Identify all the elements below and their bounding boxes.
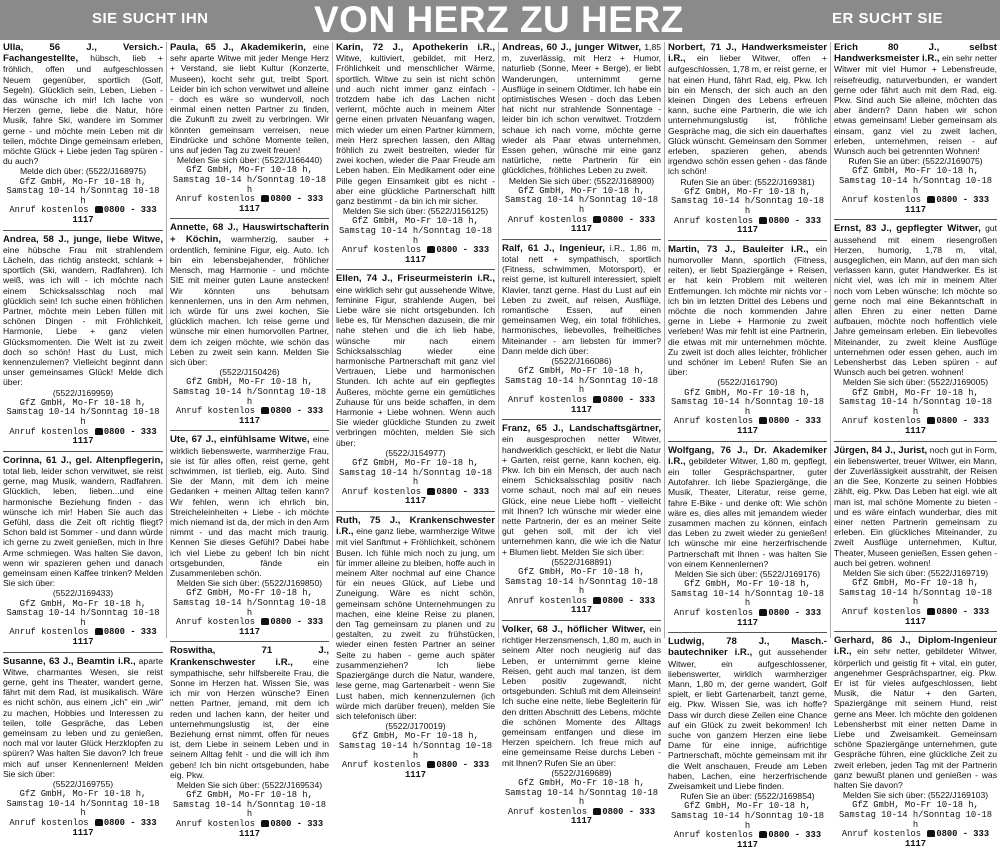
ad-reference: Melden Sie sich über: (5522/J169534) bbox=[176, 780, 323, 791]
contact-company: GfZ GmbH, Mo-Fr 10-18 h, bbox=[852, 578, 979, 589]
personal-ad bbox=[668, 244, 827, 437]
personal-ad bbox=[3, 656, 163, 839]
ad-headline: Gerhard, 86 J., Diplom-Ingenieur i.R., bbox=[834, 635, 997, 658]
contact-hours: Samstag 10-14 h/Sonntag 10-18 h bbox=[6, 798, 160, 819]
personal-ad bbox=[834, 42, 997, 215]
phone-icon bbox=[927, 608, 935, 615]
phone-number[interactable]: 0800 - 333 1117 bbox=[238, 406, 324, 426]
contact-line bbox=[336, 761, 495, 780]
ad-divider bbox=[502, 239, 661, 240]
contact-block bbox=[3, 790, 163, 838]
ad-text: 1,85 m, zuverlässig, mit Herz + Humor, naturlieb (Sonne, Meer + Berge), er liebt Wanderungen, unternimmt gerne Ausflüge in seinem Oldtimer. Ich habe ein optimistisches Wesen - doch das Leben hat nicht nur strahlende Sonnentage - leider bin ich schon verwitwet. Trotzdem schaue ich nach vorne, möchte gerne wieder als Paar etwas unternehmen, Essen gehen, wünsche mir eine ganz natürliche, nette Partnerin für ein glückliches, fröhliches Leben zu zweit. bbox=[502, 42, 662, 176]
contact-company: GfZ GmbH, Mo-Fr 10-18 h, bbox=[852, 800, 979, 811]
contact-label: Anruf kostenlos bbox=[175, 406, 256, 417]
header-banner bbox=[0, 0, 1000, 40]
contact-hours: Samstag 10-14 h/Sonntag 10-18 h bbox=[504, 787, 659, 808]
ad-headline: Franz, 65 J., Landschaftsgärtner, bbox=[502, 423, 661, 435]
contact-line bbox=[834, 830, 997, 849]
personal-ad bbox=[668, 636, 827, 850]
contact-line bbox=[170, 618, 329, 637]
contact-label: Anruf kostenlos bbox=[673, 416, 754, 427]
ad-reference: (5522/J154977) bbox=[385, 447, 446, 458]
ad-headline: Jürgen, 84 J., Jurist, bbox=[834, 444, 928, 456]
phone-number[interactable]: 0800 - 333 1117 bbox=[72, 818, 157, 838]
contact-line bbox=[502, 396, 661, 415]
ad-headline: Volker, 68 J., höflicher Witwer, bbox=[502, 624, 646, 636]
ad-text: gut aussehend mit einem riesengroßen Herzen, humorig, 1,78 m, vital, ausgeglichen, ein Mann, auf den man sich verlassen kann, guter Handwerker. Es ist nicht viel, was ich mir in meinem Alter noch vom Leben wünsche: Ich möchte so gerne noch mal eine Bekanntschaft in allen Ehren zu einer netten Dame aufbauen, möchte noch hoffentlich viele Jahre gemeinsam erleben. Ein liebevolles Miteinander, zu zweit kleine Ausflüge unternehmen oder essen gehen, auch im Lebensherbst das Leben spüren - auf Wunsch auch bei getren. wohnen! bbox=[834, 223, 998, 378]
ad-headline: Ulla, 56 J., Versich.-Fachangestellte, bbox=[3, 42, 163, 65]
contact-block bbox=[170, 791, 329, 839]
contact-block bbox=[3, 178, 163, 226]
phone-number[interactable]: 0800 - 333 1117 bbox=[238, 617, 324, 637]
ad-reference: (5522/J170019) bbox=[385, 721, 446, 732]
contact-company: GfZ GmbH, Mo-Fr 10-18 h, bbox=[518, 567, 645, 578]
personal-ad bbox=[170, 42, 329, 214]
ad-divider bbox=[3, 652, 163, 653]
contact-line bbox=[170, 407, 329, 426]
contact-block bbox=[336, 217, 495, 265]
contact-hours: Samstag 10-14 h/Sonntag 10-18 h bbox=[838, 176, 993, 196]
phone-number[interactable]: 0800 - 333 1117 bbox=[72, 205, 157, 226]
ad-reference: (5522/J150426) bbox=[219, 367, 280, 378]
ad-reference: (5522/J168891) bbox=[551, 556, 612, 567]
contact-block bbox=[3, 399, 163, 447]
ad-reference: (5522/J169689) bbox=[551, 767, 612, 778]
phone-icon bbox=[759, 831, 767, 838]
contact-label: Anruf kostenlos bbox=[841, 416, 922, 427]
contact-hours: Samstag 10-14 h/Sonntag 10-18 h bbox=[670, 588, 825, 609]
ad-reference: Melden Sie sich über: (5522/J169850) bbox=[176, 578, 323, 589]
contact-hours: Samstag 10-14 h/Sonntag 10-18 h bbox=[670, 196, 825, 217]
personal-ad bbox=[834, 223, 997, 436]
contact-label: Anruf kostenlos bbox=[9, 205, 89, 216]
ad-column bbox=[664, 42, 830, 850]
ad-headline: Ellen, 74 J., Friseurmeisterin i.R., bbox=[336, 273, 495, 285]
contact-label: Anruf kostenlos bbox=[9, 818, 89, 829]
contact-hours: Samstag 10-14 h/Sonntag 10-18 h bbox=[838, 810, 993, 830]
contact-label: Anruf kostenlos bbox=[341, 245, 422, 256]
contact-block bbox=[502, 779, 661, 827]
ad-reference: Melden Sie sich über: (5522/J169719) bbox=[842, 568, 989, 579]
personal-ad bbox=[502, 243, 661, 415]
personal-ad bbox=[502, 42, 661, 235]
personal-ad bbox=[502, 423, 661, 616]
contact-company: GfZ GmbH, Mo-Fr 10-18 h, bbox=[186, 588, 313, 599]
ad-reference: (5522/J169959) bbox=[52, 387, 114, 398]
ad-reference: Rufen Sie an über: (5522/J169381) bbox=[680, 176, 815, 187]
ad-headline: Paula, 65 J., Akademikerin, bbox=[170, 42, 306, 53]
phone-icon bbox=[759, 417, 767, 424]
contact-hours: Samstag 10-14 h/Sonntag 10-18 h bbox=[6, 186, 160, 206]
contact-label: Anruf kostenlos bbox=[341, 486, 422, 497]
contact-block bbox=[170, 589, 329, 637]
ad-text: total lieb, leider schon verwitwet, sie reist gerne, mag Musik, wandern, Radfahren. Glücklich, leben, lieben...und eine harmonische Beziehung finden - das wünsche ich mir! Haben Sie auch das Gefühl, dass die Zeit oft richtig fliegt? Schon bald ist Sommer - und dann würde ich gerne zu zweit genießen, mich in Ihre Arme schmiegen. Was halten Sie davon, wenn wir spazieren gehen und danach gemeinsam einen Kaffee trinken? Melden Sie sich über: bbox=[3, 466, 163, 589]
ad-headline: Martin, 73 J., Bauleiter i.R., bbox=[668, 243, 809, 255]
ad-headline: Andreas, 60 J., junger Witwer, bbox=[502, 42, 642, 53]
ad-divider bbox=[668, 240, 827, 241]
phone-icon bbox=[95, 819, 103, 826]
ad-divider bbox=[336, 511, 495, 512]
personal-ad bbox=[170, 645, 329, 839]
contact-company: GfZ GmbH, Mo-Fr 10-18 h, bbox=[352, 216, 479, 227]
ad-reference: Rufen Sie an über: (5522/J169075) bbox=[848, 156, 983, 167]
phone-number[interactable]: 0800 - 333 1117 bbox=[736, 215, 822, 236]
contact-line bbox=[668, 417, 827, 436]
ad-headline: Ludwig, 78 J., Masch.-bautechniker i.R., bbox=[668, 636, 827, 659]
ad-divider bbox=[3, 230, 163, 231]
contact-block bbox=[834, 801, 997, 849]
phone-number[interactable]: 0800 - 333 1117 bbox=[72, 627, 157, 648]
ad-text: noch gut in Form, ein liebenswerter, treuer Witwer, ein Mann, der Zuverlässigkeit ausstrahlt, der Reisen an die See, Konzerte zu seinen Hobbies zählt, eig. Pkw. Das Leben hat eigl. wie alt man ist, mal schöne Momente zu bieten - und es wäre einfach wunderbar, dies mit einer netten Partnerin gemeinsam zu erleben. Ein glückliches Miteinander, zu zweit Ausflüge unternehmen, Kultur, Theater, Museen genießen, Essen gehen - auch bei getren. wohnen! bbox=[834, 444, 997, 568]
contact-line bbox=[3, 819, 163, 838]
contact-label: Anruf kostenlos bbox=[9, 426, 89, 437]
personal-ad bbox=[170, 434, 329, 637]
contact-line bbox=[170, 195, 329, 214]
contact-label: Anruf kostenlos bbox=[341, 760, 422, 771]
contact-line bbox=[3, 206, 163, 225]
contact-hours: Samstag 10-14 h/Sonntag 10-18 h bbox=[172, 175, 327, 195]
ads-columns bbox=[0, 42, 1000, 850]
contact-block bbox=[668, 580, 827, 628]
phone-icon bbox=[261, 618, 269, 625]
ad-reference: (5522/J169755) bbox=[52, 779, 114, 790]
ad-reference: Melde dich über: (5522/J168975) bbox=[19, 166, 147, 177]
ad-divider bbox=[834, 631, 997, 632]
ad-text: warmherzig, sauber + ordentlich, feminine Figur, eig. Auto. Ich bin ein lebensbejahender, fröhlicher Mensch, mag Harmonie - und möchte SIE mit meiner guten Laune anstecken! Wir könnten uns behutsam kennenlernen, uns in den Arm nehmen, ich würde für uns zwei kochen, Sie glücklich machen. Ich reise gerne und wünsche mir einen humorvollen Partner, dem ich zeigen möchte, wie schön das Leben zu zweit sein kann. Melden Sie sich über: bbox=[170, 233, 329, 368]
contact-hours: Samstag 10-14 h/Sonntag 10-18 h bbox=[838, 587, 993, 608]
phone-icon bbox=[927, 830, 935, 837]
contact-hours: Samstag 10-14 h/Sonntag 10-18 h bbox=[838, 397, 993, 417]
contact-block bbox=[668, 188, 827, 236]
contact-block bbox=[502, 367, 661, 415]
phone-icon bbox=[759, 217, 767, 224]
ad-text: ein lieber Witwer, offen + aufgeschlossen, 1,78 m, er reist gerne, er hat einen Hund, fährt Rad, eig. Pkw. Ich bin ein Mensch, der sich auch an den kleinen Dingen des Lebens erfreuen kann, suche eine Partnerin, die wie ich unternehmungslustig ist, fröhliche Gespräche mag, die sich ein dauerhaftes Glück wünscht. Gemeinsam den Sommer erleben, spazieren gehen, abends irgendwo schön essen gehen - das fände ich schön! bbox=[668, 53, 827, 177]
contact-block bbox=[502, 187, 661, 235]
contact-hours: Samstag 10-14 h/Sonntag 10-18 h bbox=[6, 407, 160, 428]
ad-reference: Melden Sie sich über: (5522/J169103) bbox=[842, 790, 989, 801]
phone-icon bbox=[261, 820, 269, 827]
contact-hours: Samstag 10-14 h/Sonntag 10-18 h bbox=[504, 195, 659, 216]
contact-hours: Samstag 10-14 h/Sonntag 10-18 h bbox=[172, 598, 327, 618]
contact-company: GfZ GmbH, Mo-Fr 10-18 h, bbox=[684, 579, 811, 590]
phone-number[interactable]: 0800 - 333 1117 bbox=[570, 395, 656, 415]
contact-line bbox=[502, 597, 661, 616]
contact-line bbox=[834, 196, 997, 215]
contact-label: Anruf kostenlos bbox=[673, 215, 754, 226]
personal-ad bbox=[668, 445, 827, 629]
contact-label: Anruf kostenlos bbox=[841, 195, 922, 206]
ad-reference: Melden Sie sich über: (5522/J166440) bbox=[176, 155, 323, 166]
ad-divider bbox=[834, 441, 997, 442]
ad-column bbox=[332, 42, 498, 780]
contact-hours: Samstag 10-14 h/Sonntag 10-18 h bbox=[504, 576, 659, 597]
contact-block bbox=[170, 166, 329, 214]
contact-block bbox=[336, 732, 495, 780]
contact-company: GfZ GmbH, Mo-Fr 10-18 h, bbox=[19, 397, 147, 408]
ad-text: eine sympathische, sehr hilfsbereite Frau, die Sonne im Herzen hat. Wissen Sie, was ich mir von Herzen wünsche? Einen netten Partner, jemand, mit dem ich reden und lachen kann, der heiter und unternehmungslustig ist, der eine Beziehung ernst nimmt, offen für neues ist, dem Liebe in seinem Leben und in seinem Alltag fehlt - und die will ich ihm geben! Ich bin nicht ortsgebunden, habe eig. Pkw. bbox=[170, 656, 329, 780]
phone-number[interactable]: 0800 - 333 1117 bbox=[238, 819, 324, 839]
contact-hours: Samstag 10-14 h/Sonntag 10-18 h bbox=[504, 375, 659, 396]
contact-company: GfZ GmbH, Mo-Fr 10-18 h, bbox=[352, 458, 479, 469]
ad-headline: Ernst, 83 J., gepflegter Witwer, bbox=[834, 223, 981, 235]
ad-reference: (5522/J166086) bbox=[551, 356, 612, 367]
phone-number[interactable]: 0800 - 333 1117 bbox=[904, 607, 990, 627]
contact-company: GfZ GmbH, Mo-Fr 10-18 h, bbox=[19, 789, 147, 800]
contact-company: GfZ GmbH, Mo-Fr 10-18 h, bbox=[684, 186, 811, 197]
contact-hours: Samstag 10-14 h/Sonntag 10-18 h bbox=[172, 387, 327, 407]
ad-headline: Andrea, 58 J., junge, liebe Witwe, bbox=[3, 233, 163, 245]
contact-block bbox=[834, 389, 997, 437]
phone-icon bbox=[427, 761, 435, 768]
contact-line bbox=[3, 428, 163, 447]
contact-label: Anruf kostenlos bbox=[507, 595, 588, 606]
contact-block bbox=[336, 459, 495, 507]
ad-text: eine hübsche Frau mit strahlendem Lächeln, das richtig ansteckt, schlank + sportlich (Ski, wandern, Radfahren). Ich weiß, was ich will - ich möchte nach einem Schicksalsschlag noch mal glücklich sein! Ich suche einen fröhlichen Partner, möchte mein Leben füllen mit schönen Dingen - mit Fröhlichkeit, Harmonie, Liebe + ganz vielen Glücksmomenten. Die Welt ist zu zweit doch so schön! Hast du Lust, mich kennenzulernen? Vielleicht beginnt dann unser gemeinsames Glück! Melde dich über: bbox=[3, 244, 163, 388]
ad-column bbox=[830, 42, 1000, 849]
ad-text: eine sehr aparte Witwe mit jeder Menge Herz + Verstand, sie liebt Kultur (Konzerte, Museen), kocht sehr gut, treibt Sport. Leider bin ich schon verwitwet und alleine - doch es wäre so wundervoll, noch einmal einen netten Partner zu finden, die Zukunft zu zweit zu verbringen. Wir könnten gemeinsam verreisen, neue Eindrücke und schöne Momente teilen, uns auf jeden Tag zu zweit freuen! bbox=[170, 42, 330, 156]
personal-ad bbox=[834, 445, 997, 628]
contact-company: GfZ GmbH, Mo-Fr 10-18 h, bbox=[186, 377, 313, 388]
phone-number[interactable]: 0800 - 333 1117 bbox=[904, 829, 990, 849]
contact-label: Anruf kostenlos bbox=[841, 829, 922, 840]
contact-block bbox=[834, 579, 997, 627]
contact-hours: Samstag 10-14 h/Sonntag 10-18 h bbox=[338, 226, 493, 246]
ad-text: i.R., 1,86 m, total nett + sympathisch, sportlich (Fitness, schwimmen, Motorsport), er reist gerne, ist kulturell interessiert, spielt Klavier, tanzt gerne. Hast du Lust auf ein Leben zu zweit, auf reisen, Ausflüge, romantische Essen, auf einen gemeinsamen Weg, ein total fröhliches, harmonisches, liebevolles, freiheitliches Miteinander - am liebsten für immer? Dann melde dich über: bbox=[502, 242, 662, 356]
contact-company: GfZ GmbH, Mo-Fr 10-18 h, bbox=[186, 790, 313, 801]
ad-reference: Melden Sie sich über: (5522/J169176) bbox=[674, 569, 821, 580]
contact-line bbox=[336, 246, 495, 265]
phone-icon bbox=[593, 808, 601, 815]
personal-ad bbox=[170, 222, 329, 426]
ad-reference: Melden Sie sich über: (5522/J169005) bbox=[842, 377, 989, 388]
contact-block bbox=[668, 802, 827, 850]
phone-icon bbox=[427, 246, 435, 253]
ad-divider bbox=[502, 419, 661, 420]
ad-text: ein richtiger Herzensmensch, 1,80 m, auch in seinem Alter noch neugierig auf das Leben, er unternimmt gerne kleine Reisen, geht auch mal tanzen, ist dem Leben positiv zugewandt, nicht ortsgebunden. Schluß mit dem Alleinsein! Ich suche eine nette, liebe Begleiterin für den dritten Abschnitt des Lebens, möchte die schönen Momente des Alltags gemeinsam entfangen und diese im Herzen speichern. Ich freue mich auf eine gemeinsame Reise durchs Leben - mit Ihnen? Rufen Sie an über: bbox=[502, 624, 662, 768]
contact-label: Anruf kostenlos bbox=[507, 214, 588, 225]
phone-icon bbox=[427, 488, 435, 495]
ad-headline: Ralf, 61 J., Ingenieur, bbox=[502, 242, 605, 254]
personal-ad bbox=[336, 273, 495, 507]
contact-line bbox=[668, 831, 827, 850]
contact-block bbox=[502, 568, 661, 616]
ad-reference: Rufen Sie an über: (5522/J169854) bbox=[680, 791, 815, 802]
phone-number[interactable]: 0800 - 333 1117 bbox=[570, 214, 656, 235]
contact-label: Anruf kostenlos bbox=[673, 830, 754, 841]
ad-divider bbox=[170, 218, 329, 219]
phone-icon bbox=[95, 428, 103, 435]
phone-number[interactable]: 0800 - 333 1117 bbox=[570, 595, 656, 616]
personal-ad bbox=[3, 42, 163, 226]
contact-block bbox=[668, 389, 827, 437]
ad-text: ein sehr netter Witwer mit viel Humor + Lebensfreude, reisefreudig, naturverbunden, er wandert gerne oder fährt auch mit dem Rad, eig. Pkw. Sind auch Sie alleine, möchten das aber ändern? Dann haben wir schon etwas gemeinsam! Lieber gemeinsam als einsam, ganz viel zu zweit lachen, erleben, unternehmen, reisen - auf Wunsch auch bei getrennten Wohnen! bbox=[834, 53, 998, 157]
ad-headline: Wolfgang, 76 J., Dr. Akademiker i.R., bbox=[668, 444, 827, 467]
contact-company: GfZ GmbH, Mo-Fr 10-18 h, bbox=[684, 801, 811, 812]
contact-label: Anruf kostenlos bbox=[175, 194, 256, 205]
contact-hours: Samstag 10-14 h/Sonntag 10-18 h bbox=[338, 467, 493, 488]
contact-company: GfZ GmbH, Mo-Fr 10-18 h, bbox=[518, 778, 645, 789]
ad-divider bbox=[834, 219, 997, 220]
ad-reference: (5522/J169433) bbox=[52, 588, 114, 599]
contact-hours: Samstag 10-14 h/Sonntag 10-18 h bbox=[172, 799, 327, 820]
phone-number[interactable]: 0800 - 333 1117 bbox=[736, 416, 822, 437]
ad-divider bbox=[668, 632, 827, 633]
contact-hours: Samstag 10-14 h/Sonntag 10-18 h bbox=[670, 397, 825, 417]
phone-icon bbox=[261, 195, 269, 202]
contact-line bbox=[668, 217, 827, 236]
ad-divider bbox=[668, 441, 827, 442]
personal-ad bbox=[3, 455, 163, 648]
phone-icon bbox=[95, 628, 103, 635]
contact-company: GfZ GmbH, Mo-Fr 10-18 h, bbox=[19, 176, 147, 187]
section-label-he-seeks-her: ER SUCHT SIE bbox=[832, 10, 944, 27]
ad-text: gebildeter Witwer, 1,80 m, gepflegt, ein toller Gesprächspartner, guter Autofahrer. Ich liebe Spaziergänge, die Musik, Theater, Literatur, reise gerne, fahre E-Bike - und denke oft: Wie schön wäre es, dies alles mit jemandem wieder zusammen machen zu können, einfach das Leben zu zweit wieder zu genießen! Ich wünsche mir eine herzerfrischende Partnerschaft mit Ihnen - was halten Sie von einem Kennenlernen? bbox=[668, 455, 827, 569]
ad-text: gut aussehender Witwer, ein aufgeschlossener, liebenswerter, wirklich warmherziger Mann, 1,80 m, der gerne wandert, Golf spielt, er liebt Gartenarbeit, tanzt gerne, eig. Pkw. Wissen Sie, was ich hoffe? Dass wir durch diese Zeilen eine Chance auf ein Glück zu zweit bekommen! Ich suche von ganzem Herzen eine liebe Dame für eine innige, aufrichtige Partnerschaft, möchte gemeinsam mit ihr die Welt anschauen, Freude am Leben haben, Lachen, eine herzerfrischende Zweisamkeit und Liebe finden. bbox=[668, 647, 827, 792]
ad-headline: Norbert, 71 J., Handwerksmeister i.R., bbox=[668, 42, 827, 65]
phone-icon bbox=[927, 196, 935, 203]
ad-reference: Melden Sie sich über: (5522/J168900) bbox=[508, 175, 655, 186]
phone-number[interactable]: 0800 - 333 1117 bbox=[238, 194, 324, 214]
ad-text: ein ausgesprochen netter Witwer, handwerklich geschickt, er liebt die Natur + Garten, reist gerne, kann kochen, eig. Pkw. Ich bin ein Mensch, der auch nach einem Schicksalsschlag positiv nach vorne schaut, noch mal auf ein neues Glück, eine neue Liebe hofft - vielleicht mit Ihnen? Ich wünsche mir wieder eine nette Partnerin, der es an meiner Seite gut gehen soll, mit der ich viel unternehmen kann, die wie ich die Natur + Blumen liebt. Melden Sie sich über: bbox=[502, 434, 661, 557]
ad-text: hübsch, lieb + fröhlich, offen und aufgeschlossen Neuem gegenüber, sportlich (Golf, Segeln). Glücklich sein, Leben, Lieben - das wünsche ich mir! Ich lache von Herzen gerne, liebe die Natur, höre Musik, fahre Ski, wandere im Sommer gerne - und möchte mein Leben mit dir teilen, möchte Dinge gemeinsam erleben, möchte Glück + Liebe jeden Tag spüren - du auch? bbox=[3, 53, 163, 167]
ad-text: eine wirklich sehr gut aussehende Witwe, feminine Figur, strahlende Augen, bei Liebe wäre sie nicht ortsgebunden. Ich liebe es, für Menschen dazusein, die mir nahe stehen und die ich lieb habe, wünsche mir nach einem Schicksalsschlag wieder eine harmonische Partnerschaft mit ganz viel Vertrauen, Liebe und harmonischen Stunden. Ich achte auf ein gepflegtes Äußeres, möchte gerne ein gemütliches Zuhause für uns beide schaffen, in dem Harmonie + Liebe wohnen. Wenn auch Sie wieder glückliche Stunden zu zweit verbringen möchten, melden Sie sich über: bbox=[336, 284, 495, 448]
contact-line bbox=[336, 488, 495, 507]
personal-ad bbox=[336, 515, 495, 780]
contact-company: GfZ GmbH, Mo-Fr 10-18 h, bbox=[518, 366, 645, 377]
contact-line bbox=[502, 808, 661, 827]
phone-number[interactable]: 0800 - 333 1117 bbox=[570, 806, 656, 827]
ad-headline: Ute, 67 J., einfühlsame Witwe, bbox=[170, 434, 310, 446]
personal-ad bbox=[336, 42, 495, 265]
personal-ad bbox=[834, 635, 997, 849]
phone-icon bbox=[593, 597, 601, 604]
contact-hours: Samstag 10-14 h/Sonntag 10-18 h bbox=[6, 608, 160, 628]
ad-reference: (5522/J161790) bbox=[717, 377, 778, 388]
ad-headline: Susanne, 63 J., Beamtin i.R., bbox=[3, 655, 136, 667]
contact-line bbox=[3, 628, 163, 647]
ad-text: eine wirklich liebenswerte, warmherzige Frau, sie ist für alles offen, reist gerne, geht schwimmen, ist tierlieb, eig. Auto. Sind Sie der Mann, mit dem ich meine Gedanken + meinen Alltag teilen kann? Wir fehlen, wenn ich ehrlich bin, Streicheleinheiten + Liebe - ich möchte mich niemand ist da, der mich in den Arm nimmt - und das macht mich traurig. Kennen Sie dieses Gefühl? Dabei habe ich viel Liebe zu geben! Ich bin nicht ortsgebunden, fände ein Zusammenleben schön. bbox=[170, 434, 329, 579]
ad-reference: Melden Sie sich über: (5522/J156125) bbox=[342, 206, 489, 217]
phone-number[interactable]: 0800 - 333 1117 bbox=[736, 830, 822, 850]
ad-column bbox=[166, 42, 332, 839]
ad-divider bbox=[170, 430, 329, 431]
personal-ad bbox=[668, 42, 827, 236]
contact-line bbox=[170, 820, 329, 839]
contact-block bbox=[3, 600, 163, 648]
ad-divider bbox=[502, 620, 661, 621]
phone-icon bbox=[95, 206, 103, 213]
contact-company: GfZ GmbH, Mo-Fr 10-18 h, bbox=[684, 387, 811, 398]
phone-icon bbox=[927, 417, 935, 424]
ad-text: ein humorvoller Mann, sportlich (Fitness, reiten), er liebt Spaziergänge + Reisen, er hat kein Problem mit weiteren Entfernungen. Ich möchte mir nichts vor - ich bin im letzten Drittel des Lebens und möchte die noch kommenden Jahre gerne in Liebe + Harmonie zu zweit verleben! Was mir fehlt ist eine Partnerin, die etwas mit mir unternehmen möchte. Zu zweit ist doch alles leichter, fröhlicher und schöner im Leben! Rufen Sie an über: bbox=[668, 243, 827, 378]
ad-headline: Corinna, 61 J., gel. Altenpflegerin, bbox=[3, 454, 163, 466]
contact-line bbox=[668, 609, 827, 628]
personal-ad bbox=[502, 624, 661, 827]
contact-hours: Samstag 10-14 h/Sonntag 10-18 h bbox=[338, 740, 493, 761]
contact-label: Anruf kostenlos bbox=[841, 607, 922, 618]
contact-label: Anruf kostenlos bbox=[507, 395, 588, 406]
contact-label: Anruf kostenlos bbox=[9, 627, 89, 638]
contact-label: Anruf kostenlos bbox=[175, 617, 256, 628]
phone-number[interactable]: 0800 - 333 1117 bbox=[404, 245, 490, 265]
page-title: VON HERZ ZU HERZ bbox=[314, 0, 684, 40]
contact-hours: Samstag 10-14 h/Sonntag 10-18 h bbox=[670, 811, 825, 831]
contact-company: GfZ GmbH, Mo-Fr 10-18 h, bbox=[19, 598, 147, 609]
contact-company: GfZ GmbH, Mo-Fr 10-18 h, bbox=[518, 185, 645, 196]
ad-headline: Roswitha, 71 J., Krankenschwester i.R., bbox=[170, 645, 329, 668]
ad-text: ein sehr netter, gebildeter Witwer, körperlich und geistig fit + vital, ein guter, angenehmer Gesprächspartner, eig. Pkw. Er ist für vieles aufgeschlossen, liebt Musik, die Natur + den Garten, Spaziergänge mit seinem Hund, reist gerne ans Meer. Ich möchte den goldenen Lebensherbst mit einer netten Dame in Liebe und Zweisamkeit. Gemeinsam schöne Spaziergänge unternehmen, gute Gespräche führen, eine glückliche Zeit zu zweit erleben, jeden Tag mit der Partnerin ganz bewußt planen und genießen - was halten Sie davon? bbox=[834, 646, 997, 791]
phone-number[interactable]: 0800 - 333 1117 bbox=[904, 195, 990, 215]
contact-line bbox=[834, 417, 997, 436]
contact-label: Anruf kostenlos bbox=[673, 608, 754, 619]
contact-line bbox=[502, 216, 661, 235]
ad-text: Witwe, kultiviert, gebildet, mit Herz, Fröhlichkeit und menschlicher Wärme, sportlich. Witwe zu sein ist nicht schön und auch nicht immer ganz einfach - trotzdem habe ich das Lachen nicht verlernt, möchte auch in meinem Alter gerne einen privaten Neuanfang wagen, mich wieder um einen Partner kümmern, mein Herz sprechen lassen, den Alltag fröhlich zu zweit bestreiten, wieder für zwei kochen, wieder die Paar Freude am Leben haben. Ein Medikament oder eine Pille gegen Einsamkeit gibt es nicht - aber eine glückliche Partnerschaft hilft ganz bestimmt - da bin ich mir sicher. bbox=[336, 53, 495, 207]
section-label-she-seeks-him: SIE SUCHT IHN bbox=[92, 10, 209, 27]
personal-ad bbox=[3, 234, 163, 447]
ad-column bbox=[0, 42, 166, 838]
phone-number[interactable]: 0800 - 333 1117 bbox=[404, 760, 490, 780]
ad-text: eine ganz liebe, warmherzige Witwe mit viel Sanftmut + Fröhlichkeit, schönem Busen. Ich fühle mich noch zu jung, um für immer alleine zu bleiben, hoffe auch in meinem Alter nochmal auf eine Chance für ein neues Glück, auf Liebe und Zuneigung. Wäre es nicht schön, gemeinsam schöne Unternehmungen zu machen, eine kleine Reise zu planen, den Tag gemeinsam zu planen und zu gestalten, zu zweit zu frühstücken, wieder einen festen Partner an seiner Seite zu haben - gerne auch später zusammenziehen? Ich liebe Spaziergänge durch die Natur, wandere, lese gerne, mag Gartenarbeit - wenn Sie Lust haben, mich kennenzulernen (ich würde mich darüber freuen), melden Sie sich telefonisch über: bbox=[336, 526, 495, 721]
contact-block bbox=[834, 167, 997, 215]
contact-block bbox=[170, 378, 329, 426]
ad-headline: Karin, 72 J., Apothekerin i.R., bbox=[336, 42, 495, 53]
contact-label: Anruf kostenlos bbox=[507, 806, 588, 817]
phone-number[interactable]: 0800 - 333 1117 bbox=[904, 416, 990, 437]
contact-company: GfZ GmbH, Mo-Fr 10-18 h, bbox=[852, 387, 979, 398]
ad-headline: Erich 80 J., selbst Handwerksmeister i.R., bbox=[834, 42, 997, 65]
phone-number[interactable]: 0800 - 333 1117 bbox=[404, 486, 490, 507]
ad-divider bbox=[336, 269, 495, 270]
contact-company: GfZ GmbH, Mo-Fr 10-18 h, bbox=[852, 166, 979, 177]
ad-divider bbox=[3, 451, 163, 452]
ad-divider bbox=[170, 641, 329, 642]
phone-icon bbox=[759, 609, 767, 616]
phone-number[interactable]: 0800 - 333 1117 bbox=[72, 426, 157, 447]
ad-headline: Ruth, 75 J., Krankenschwester i.R., bbox=[336, 515, 495, 538]
contact-company: GfZ GmbH, Mo-Fr 10-18 h, bbox=[352, 731, 479, 742]
ad-column bbox=[498, 42, 664, 827]
ad-text: aparte Witwe, charmantes Wesen, sie reist gerne, geht ins Theater, wandert gerne, fährt mit dem Rad, ist musikalisch. Wäre es nicht schön, aus einem „ich" ein „wir" zu machen, Hobbies und Interessen zu teilen, tolle Gespräche, das Leben gemeinsam zu leben und zu genießen, noch mal vor lauter Glück Herzklopfen zu spüren? Was halten Sie davon? Ich freue mich auf unser Kennenlernen! Melden Sie sich über: bbox=[3, 655, 164, 779]
contact-label: Anruf kostenlos bbox=[175, 819, 256, 830]
contact-line bbox=[834, 608, 997, 627]
phone-icon bbox=[261, 407, 269, 414]
contact-company: GfZ GmbH, Mo-Fr 10-18 h, bbox=[186, 165, 313, 176]
phone-icon bbox=[593, 396, 601, 403]
phone-number[interactable]: 0800 - 333 1117 bbox=[736, 608, 822, 628]
ad-headline: Annette, 68 J., Hauswirtschafterin + Köchin, bbox=[170, 222, 329, 245]
phone-icon bbox=[593, 216, 601, 223]
